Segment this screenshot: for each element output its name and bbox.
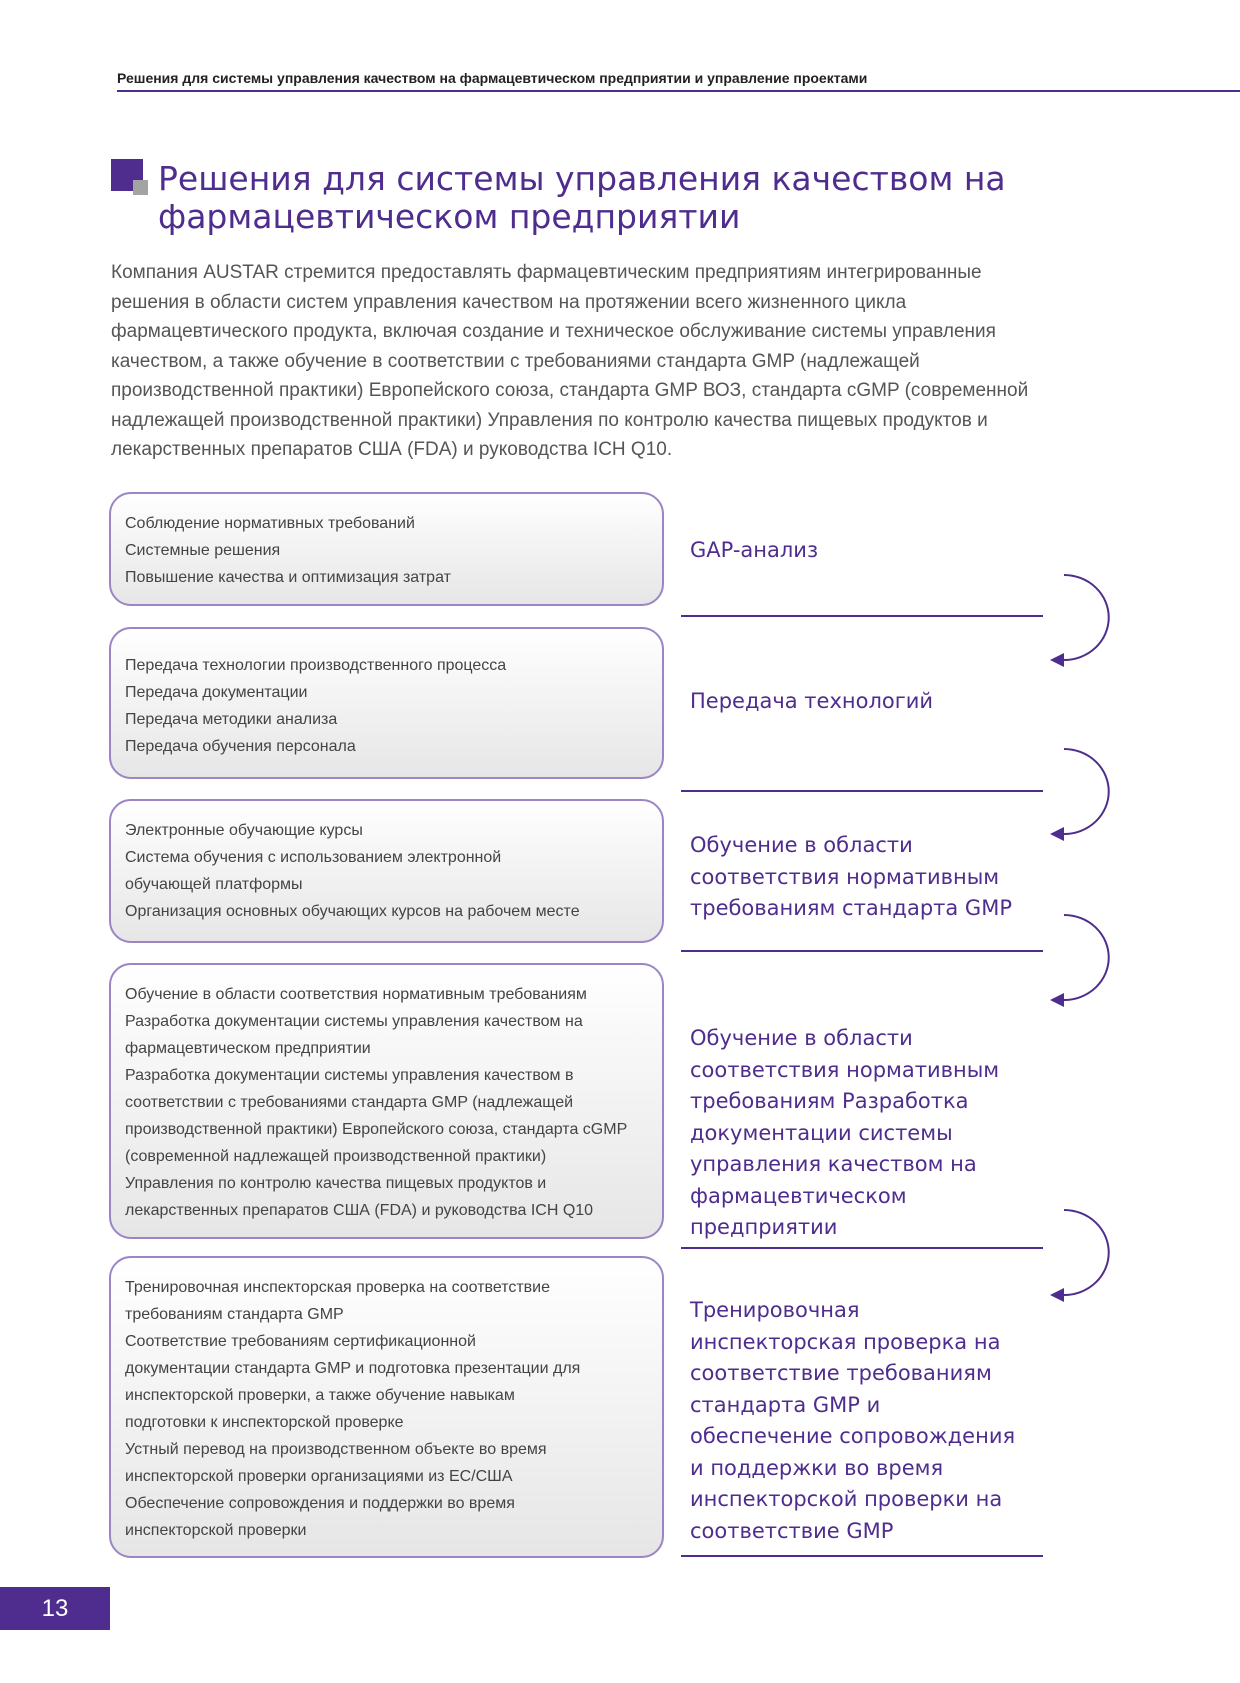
step-2-rule [681, 790, 1043, 792]
step-3-label: Обучение в области соответствия нормативным требованиям стандарта GMP [690, 833, 1012, 920]
step-4-rule [681, 1247, 1043, 1249]
curved-arrow-icon [1040, 570, 1120, 670]
step-1-item: Соблюдение нормативных требований [125, 515, 415, 532]
step-4-box [109, 963, 664, 1239]
step-5-item: Тренировочная инспекторская проверка на соответствие требованиям стандарта GMP [125, 1279, 551, 1323]
intro-paragraph: Компания AUSTAR стремится предоставлять фармацевтическим предприятиям интегрированные решения в области систем управления качеством на протяжении всего жизненного цикла фармацевтического продукта, включая создание и техническое обслуживание системы управления качеством, а также обучение в соответствии с требованиями стандарта GMP (надлежащей производственной практики) Европейского союза, стандарта GMP ВОЗ, стандарта cGMP (современной надлежащей производственной практики) Управления по контролю качества пищевых продуктов и лекарственных препаратов США (FDA) и руководства ICH Q10. [111, 262, 1029, 460]
step-3-box [109, 799, 664, 943]
step-2-item: Передача документации [125, 684, 308, 701]
curved-arrow-icon [1040, 910, 1120, 1010]
step-3-item: Организация основных обучающих курсов на рабочем месте [125, 903, 580, 920]
step-4-item: Управления по контролю качества пищевых продуктов и лекарственных препаратов США (FDA) и руководства ICH Q10 [125, 1175, 594, 1219]
step-2-box [109, 627, 664, 779]
step-4-item: Разработка документации системы управления качеством в соответствии с требованиями стандарта GMP (надлежащей производственной практики) Европейского союза, стандарта cGMP (современной надлежащей производственной практики) [125, 1067, 627, 1165]
step-5-item: Устный перевод на производственном объекте во время инспекторской проверки организациями из ЕС/США [125, 1441, 547, 1485]
step-5-rule [681, 1555, 1043, 1557]
step-2-item: Передача технологии производственного процесса [125, 657, 507, 674]
curved-arrow-icon [1040, 744, 1120, 844]
step-2-item: Передача методики анализа [125, 711, 338, 728]
step-4-item: Разработка документации системы управления качеством на фармацевтическом предприятии [125, 1013, 583, 1057]
step-3-rule [681, 950, 1043, 952]
step-4-item: Обучение в области соответствия нормативным требованиям [125, 986, 587, 1003]
step-1-item: Повышение качества и оптимизация затрат [125, 569, 451, 586]
step-1-box [109, 492, 664, 606]
step-2-label: Передача технологий [690, 689, 934, 713]
page-number: 13 [0, 1587, 110, 1630]
step-1-item: Системные решения [125, 542, 281, 559]
step-5-item: Соответствие требованиям сертификационной документации стандарта GMP и подготовка презентации для инспекторской проверки, а также обучение навыкам подготовки к инспекторской проверке [125, 1333, 581, 1431]
step-3-item: Электронные обучающие курсы [125, 822, 363, 839]
header-rule [117, 90, 1240, 92]
step-4-label: Обучение в области соответствия нормативным требованиям Разработка документации системы управления качеством на фармацевтическом предприятии [690, 1026, 1000, 1239]
step-5-item: Обеспечение сопровождения и поддержки во время инспекторской проверки [125, 1495, 515, 1539]
step-1-rule [681, 615, 1043, 617]
step-2-item: Передача обучения персонала [125, 738, 356, 755]
step-3-item: Система обучения с использованием электронной обучающей платформы [125, 849, 502, 893]
step-5-label: Тренировочная инспекторская проверка на соответствие требованиям стандарта GMP и обеспечение сопровождения и поддержки во время инспекторской проверки на соответствие GMP [690, 1298, 1016, 1543]
title-square-small-icon [133, 180, 148, 195]
section-title: Решения для системы управления качеством на фармацевтическом предприятии [158, 159, 1006, 236]
step-1-label: GAP-анализ [690, 538, 819, 562]
step-5-box [109, 1256, 664, 1558]
curved-arrow-icon [1040, 1205, 1120, 1305]
running-header: Решения для системы управления качеством на фармацевтическом предприятии и управление проектами [117, 70, 868, 86]
